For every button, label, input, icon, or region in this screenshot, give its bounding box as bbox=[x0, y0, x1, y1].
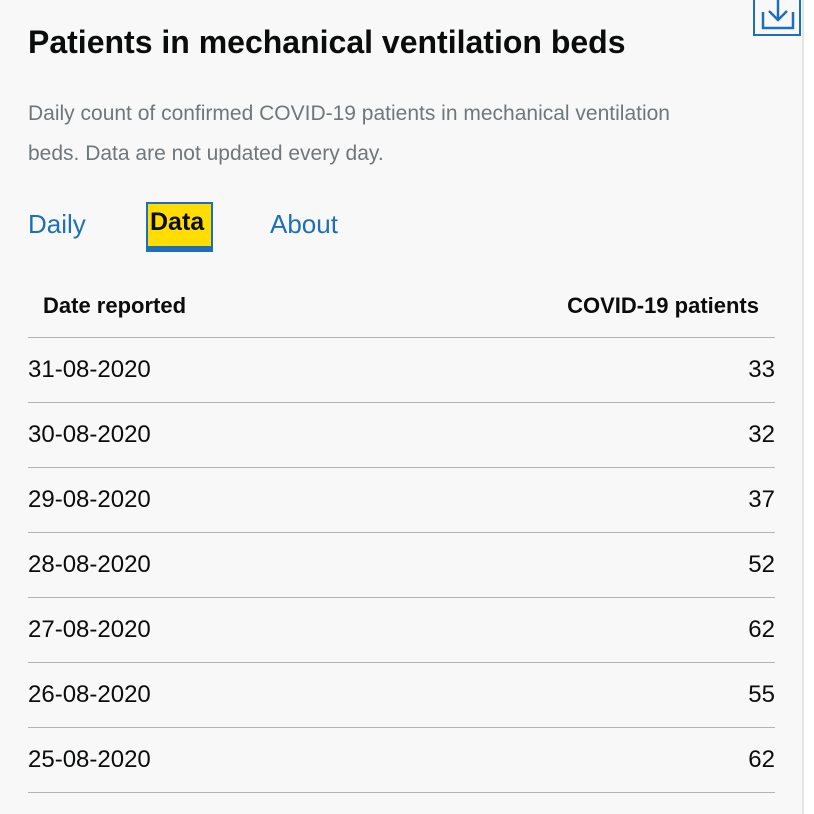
tab-data[interactable]: Data bbox=[146, 202, 213, 252]
row-date: 25-08-2020 bbox=[28, 746, 151, 773]
tab-daily[interactable]: Daily bbox=[28, 209, 86, 239]
data-table bbox=[28, 272, 775, 793]
card-description: Daily count of confirmed COVID-19 patients in mechanical ventilation beds. Data are not updated every day. bbox=[28, 102, 670, 165]
table-row bbox=[28, 403, 775, 468]
row-patients: 55 bbox=[748, 681, 775, 708]
table-row bbox=[28, 468, 775, 533]
column-header-patients[interactable]: COVID-19 patients bbox=[567, 293, 759, 318]
row-date: 26-08-2020 bbox=[28, 681, 151, 708]
row-date: 27-08-2020 bbox=[28, 616, 151, 643]
row-patients: 62 bbox=[748, 746, 775, 773]
row-date: 30-08-2020 bbox=[28, 421, 151, 448]
table-row bbox=[28, 728, 775, 793]
row-date: 29-08-2020 bbox=[28, 486, 151, 513]
column-header-date[interactable]: Date reported bbox=[43, 293, 187, 318]
table-row bbox=[28, 663, 775, 728]
card-title: Patients in mechanical ventilation beds bbox=[28, 24, 626, 60]
download-icon bbox=[761, 0, 795, 32]
row-patients: 33 bbox=[748, 356, 775, 383]
tab-bar bbox=[0, 198, 700, 258]
table-row bbox=[28, 598, 775, 663]
table-row bbox=[28, 533, 775, 598]
row-date: 31-08-2020 bbox=[28, 356, 151, 383]
row-patients: 37 bbox=[748, 486, 775, 513]
table-header bbox=[28, 272, 775, 338]
row-patients: 52 bbox=[748, 551, 775, 578]
row-patients: 62 bbox=[748, 616, 775, 643]
row-date: 28-08-2020 bbox=[28, 551, 151, 578]
tab-about[interactable]: About bbox=[270, 209, 338, 239]
row-patients: 32 bbox=[748, 421, 775, 448]
table-row bbox=[28, 338, 775, 403]
download-button[interactable] bbox=[753, 0, 801, 36]
